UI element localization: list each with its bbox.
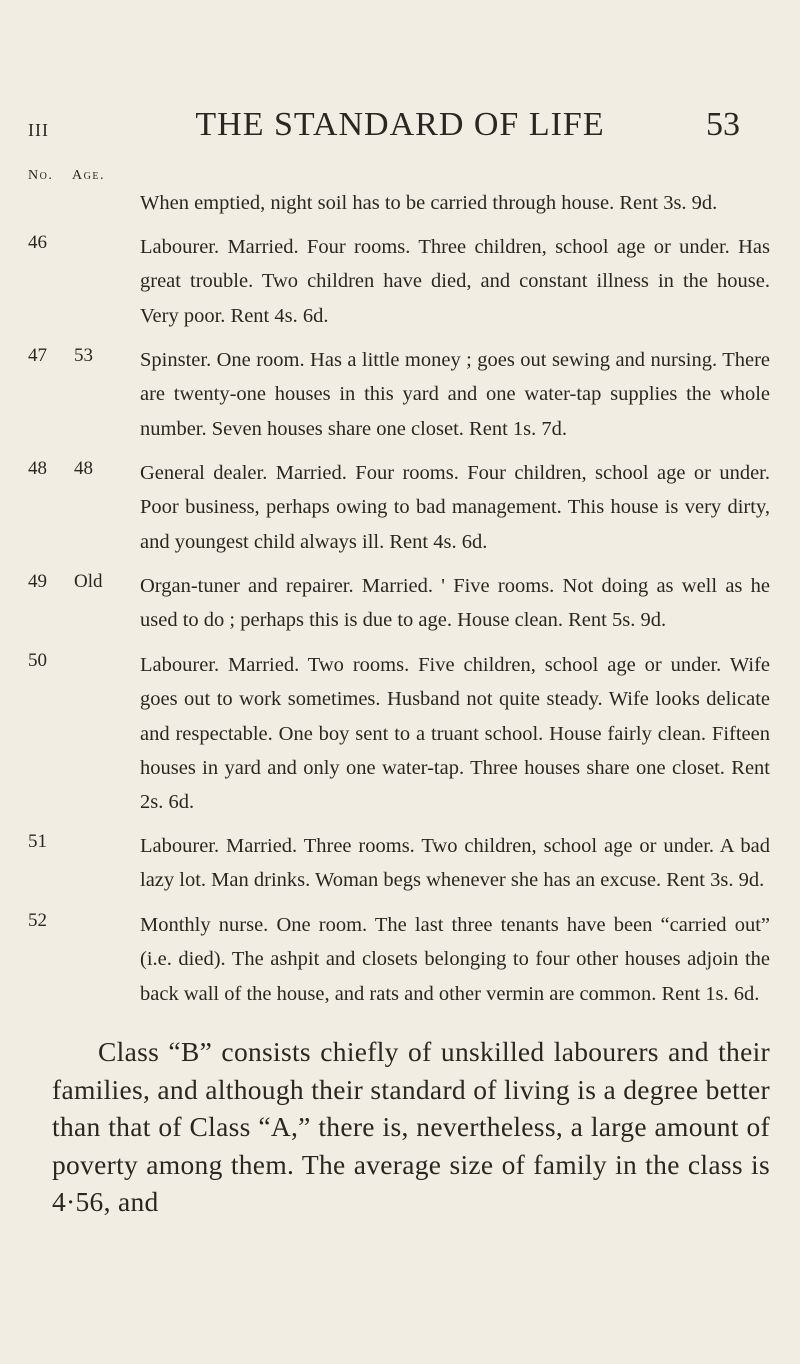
entry-number: 49 bbox=[28, 571, 47, 592]
entry-text: Labourer. Married. Four rooms. Three children, school age or under. Has great trouble. Two children have died, and constant illness in the house. Very poor. Rent 4s. 6d. bbox=[140, 236, 770, 327]
no-column-label: No. bbox=[28, 168, 54, 183]
chapter-number: III bbox=[28, 120, 49, 140]
entry-number: 46 bbox=[28, 232, 47, 253]
page-number: 53 bbox=[706, 106, 740, 143]
entry-number: 50 bbox=[28, 650, 47, 671]
entry-text: Monthly nurse. One room. The last three tenants have been “carried out” (i.e. died). The ashpit and closets belonging to four other houses adjoin the back wall of the house, and rats and other vermin are common. Rent 1s. 6d. bbox=[140, 914, 770, 1005]
entry-text: Spinster. One room. Has a little money ; goes out sewing and nursing. There are twenty-one houses in this yard and one water-tap supplies the whole number. Seven houses share one closet. Rent 1s. 7d. bbox=[140, 349, 770, 440]
entry-text: Organ-tuner and repairer. Married. ' Five rooms. Not doing as well as he used to do ; perhaps this is due to age. House clean. Rent 5s. 9d. bbox=[140, 575, 770, 632]
entry-text: When emptied, night soil has to be carried through house. Rent 3s. 9d. bbox=[140, 192, 718, 214]
entry-age: 53 bbox=[74, 345, 93, 366]
entry-text: General dealer. Married. Four rooms. Four children, school age or under. Poor business, perhaps owing to bad management. This house is very dirty, and youngest child always ill. Rent 4s. 6d. bbox=[140, 462, 770, 553]
running-title: THE STANDARD OF LIFE bbox=[195, 106, 605, 143]
entry-number: 47 bbox=[28, 345, 47, 366]
entry-text: Labourer. Married. Two rooms. Five children, school age or under. Wife goes out to work sometimes. Husband not quite steady. Wife looks delicate and respectable. One boy sent to a truant school. House fairly clean. Fifteen houses in yard and only one water-tap. Three houses share one closet. Rent 2s. 6d. bbox=[140, 654, 770, 814]
entry-age: Old bbox=[74, 571, 103, 592]
entry-text: Labourer. Married. Three rooms. Two children, school age or under. A bad lazy lot. Man drinks. Woman begs whenever she has an excuse. Rent 3s. 9d. bbox=[140, 835, 770, 892]
page-header bbox=[0, 106, 800, 146]
entry-number: 48 bbox=[28, 458, 47, 479]
age-column-label: Age. bbox=[72, 168, 105, 183]
entry-age: 48 bbox=[74, 458, 93, 479]
entry-number: 51 bbox=[28, 831, 47, 852]
summary-paragraph: Class “B” consists chiefly of unskilled labourers and their families, and although their standard of living is a degree better than that of Class “A,” there is, nevertheless, a large amount of poverty among them. The average size of family in the class is 4·56, and bbox=[52, 1036, 770, 1217]
entry-number: 52 bbox=[28, 910, 47, 931]
